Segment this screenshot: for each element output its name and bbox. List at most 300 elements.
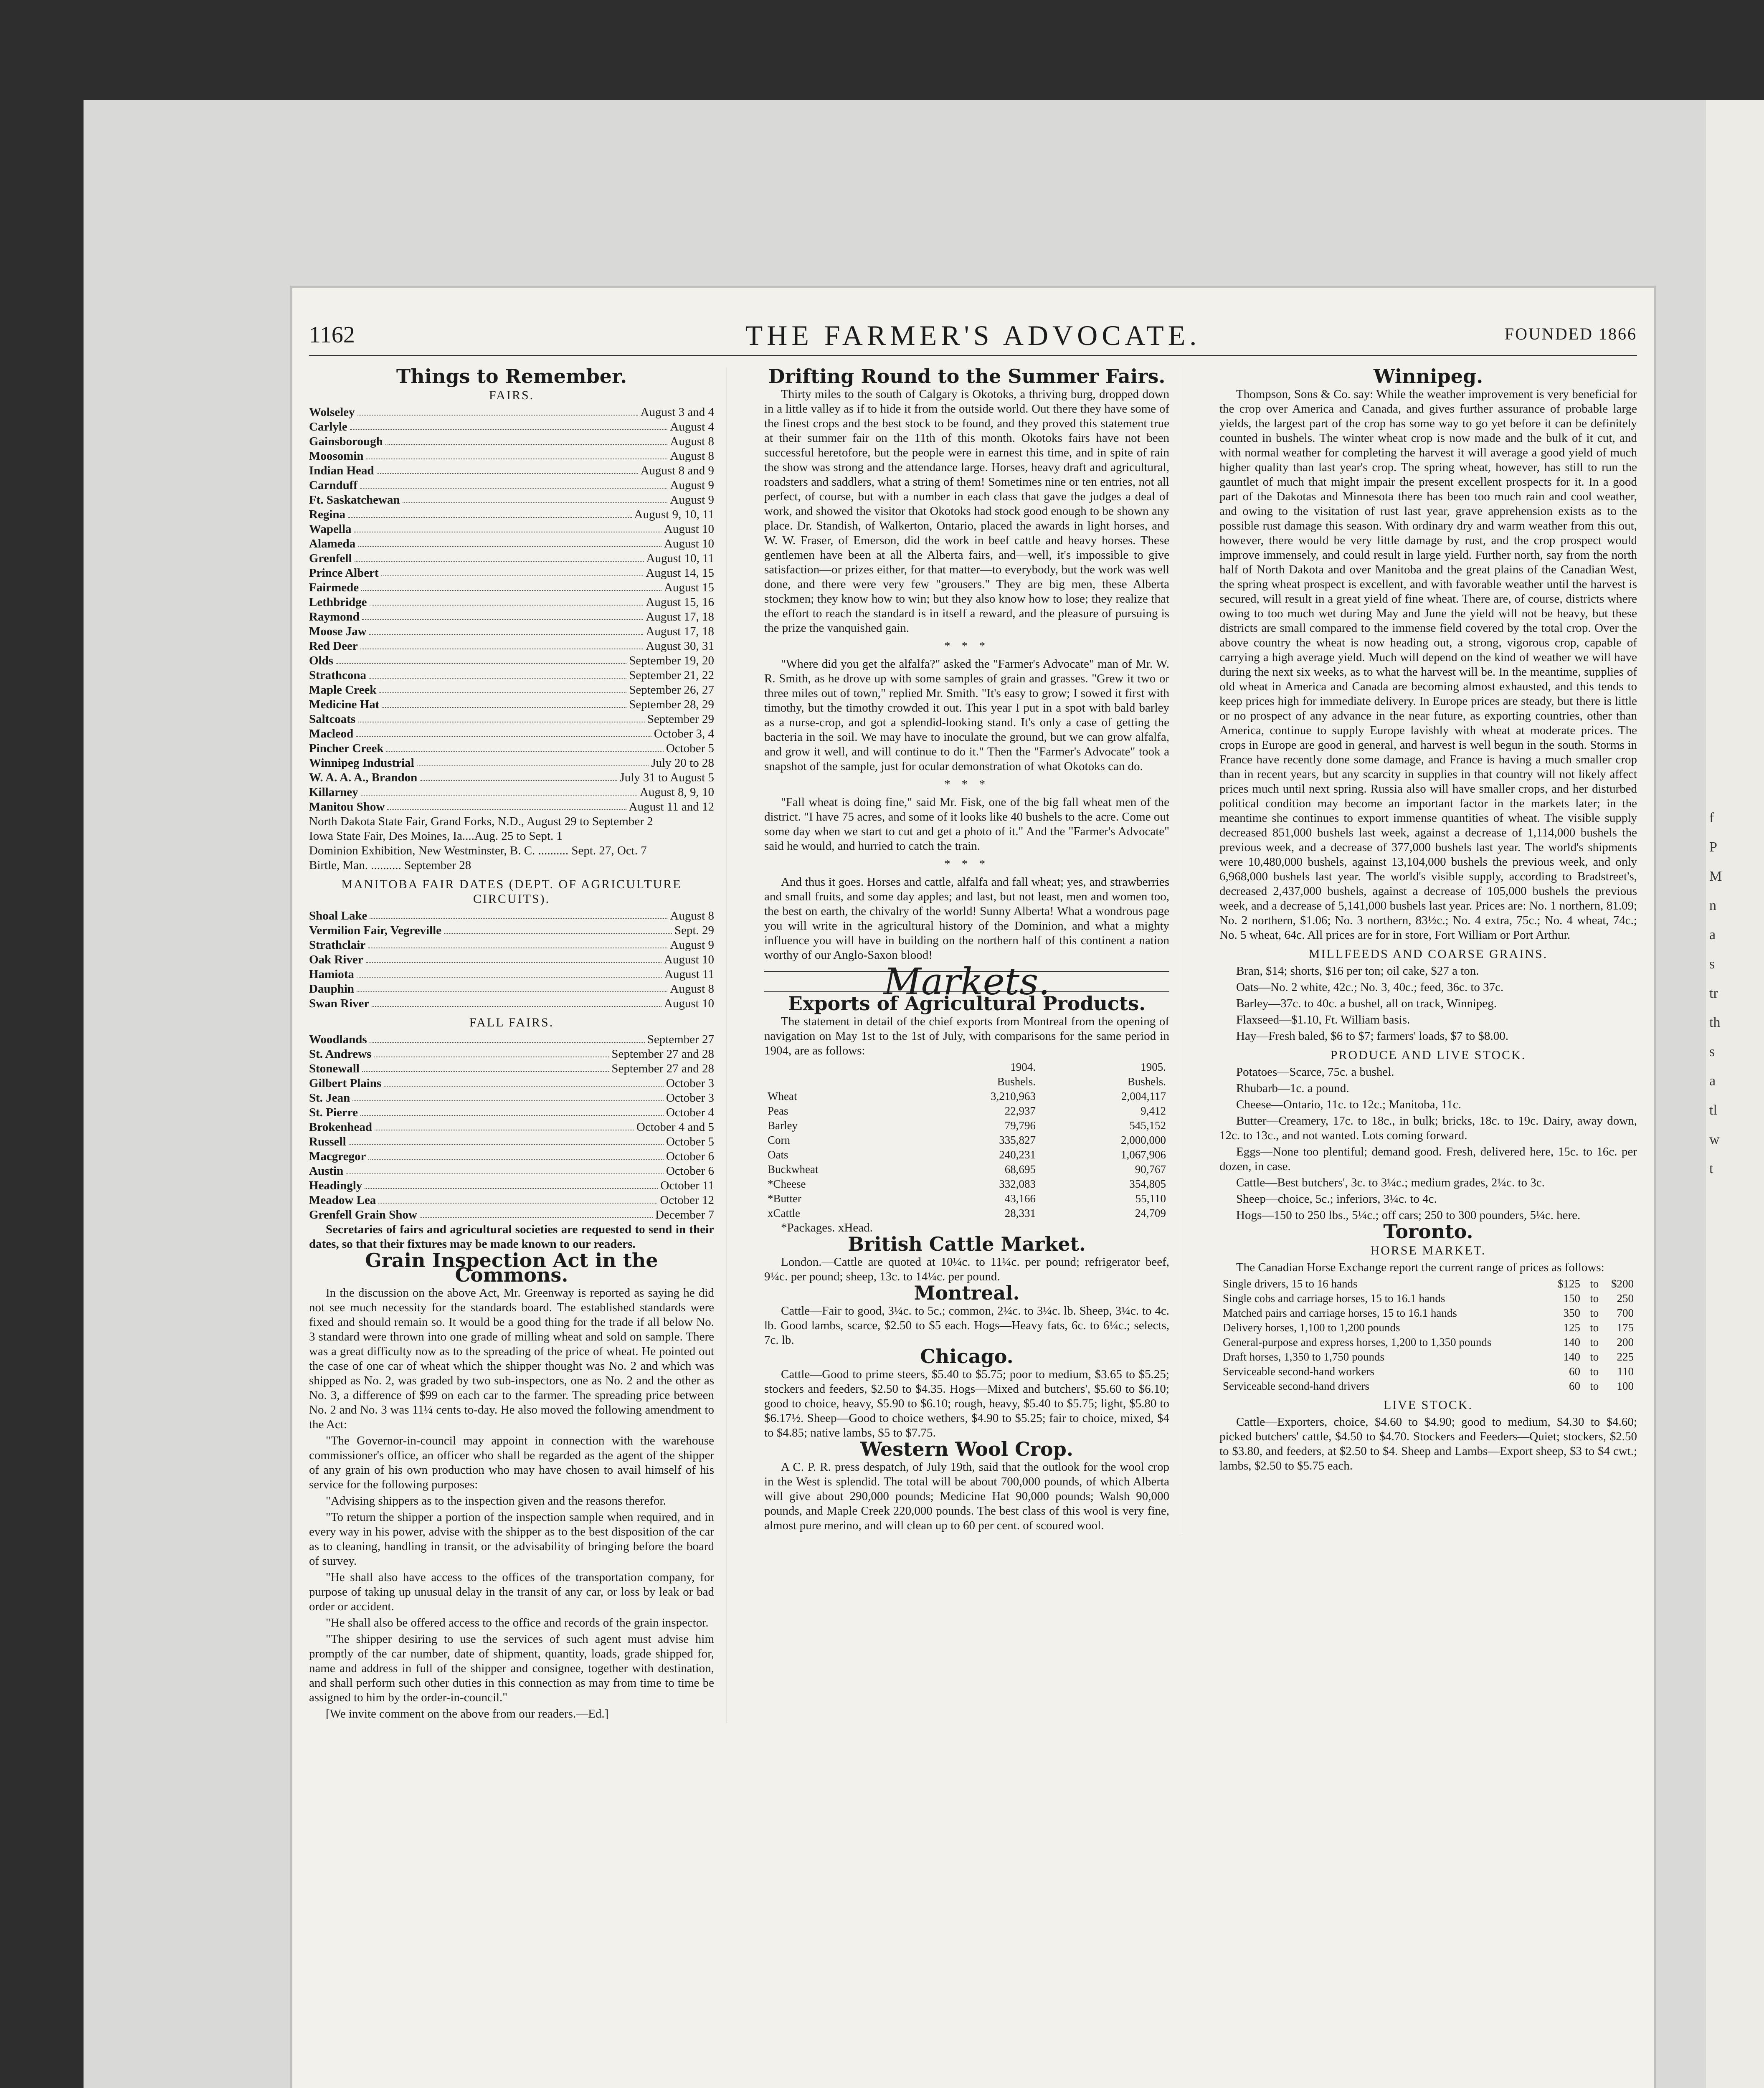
fair-date: August 14, 15	[646, 566, 714, 580]
fair-entry	[309, 420, 714, 434]
fair-entry	[309, 610, 714, 624]
table-row	[1219, 1379, 1637, 1394]
fair-entry	[309, 727, 714, 741]
fair-entry	[309, 1032, 714, 1047]
fall-fairs-list	[309, 1032, 714, 1222]
strip-fragment: a	[1709, 927, 1716, 943]
table-cell: 332,083	[999, 1178, 1036, 1190]
leader-dots	[378, 1193, 657, 1204]
column-1	[309, 367, 727, 1723]
fair-name: Grenfell Grain Show	[309, 1208, 417, 1221]
fair-name: Moosomin	[309, 449, 364, 463]
fair-date: October 6	[666, 1164, 714, 1178]
secretaries-note: Secretaries of fairs and agricultural societies are requested to send in their dates, so that their fixtures may be made known to our readers.	[309, 1223, 714, 1251]
leader-dots	[365, 1178, 658, 1189]
fair-name: Meadow Lea	[309, 1194, 376, 1207]
fair-entry	[309, 1178, 714, 1193]
fair-entry	[309, 493, 714, 507]
leader-dots	[352, 1091, 664, 1101]
table-cell: Single drivers, 15 to 16 hands	[1223, 1277, 1358, 1290]
fair-date: August 8 and 9	[640, 464, 714, 477]
fair-name: Manitou Show	[309, 800, 385, 813]
table-cell: 125	[1563, 1321, 1581, 1334]
table-cell: to	[1590, 1321, 1599, 1334]
table-cell: 350	[1563, 1307, 1581, 1319]
section-stars: * * *	[944, 857, 989, 871]
winnipeg-body	[1219, 387, 1637, 943]
fair-date: August 3 and 4	[640, 405, 714, 419]
strip-fragment: t	[1709, 1161, 1713, 1176]
fair-date: August 10	[664, 537, 714, 550]
table-cell: 43,166	[1004, 1192, 1036, 1205]
leader-dots	[379, 683, 626, 693]
fair-name: Brokenhead	[309, 1120, 372, 1134]
table-cell: Barley	[768, 1119, 798, 1132]
grain-body	[309, 1286, 714, 1721]
chicago-text: Cattle—Good to prime steers, $5.40 to $5.75; poor to medium, $3.65 to $5.25; stockers and feeders, $2.50 to $4.35. Hogs—Mixed and butchers', $5.60 to $6.10; good to choice, heavy, $5.90 to $6.10; rough, heavy, $5.40 to $5.75; light, $5.80 to $6.17½. Sheep—Good to choice wethers, $4.90 to $5.25; fair to choice, mixed, $4 to $4.85; native lambs, $5 to $7.75.	[764, 1368, 1169, 1439]
wool-title: Western Wool Crop.	[860, 1438, 1073, 1460]
fair-name: Hamiota	[309, 968, 354, 981]
fair-date: October 11	[660, 1179, 714, 1192]
fair-name: St. Pierre	[309, 1106, 358, 1119]
fair-entry	[309, 953, 714, 967]
fair-date: October 5	[666, 1135, 714, 1148]
leader-dots	[358, 537, 662, 547]
grain-paragraph: In the discussion on the above Act, Mr. Greenway is reported as saying he did not see much necessity for the standards board. The established standards were fixed and should remain so. It would be a good thing for the trade if all below No. 3 standard were thrown into one grade of milling wheat and sold on sample. There was a great difficulty now as to the spreading of the price of wheat. He pointed out the case of one car of wheat which the shipper thought was No. 2 and which was shipped as No. 2, was graded by two sub-inspectors, one as No. 2 and the other as No. 3, a difference of $99 on each car to the farmer. The spreading price between No. 2 and No. 3 was 11¼ cents to-day. He also moved the following amendment to the Act:	[309, 1286, 714, 1431]
grain-paragraph: "He shall also be offered access to the office and records of the grain inspector.	[326, 1616, 709, 1629]
chicago-title: Chicago.	[920, 1345, 1014, 1368]
fair-entry	[309, 1076, 714, 1091]
strip-fragment: w	[1709, 1132, 1720, 1147]
table-cell: 225	[1617, 1351, 1634, 1363]
table-cell: to	[1590, 1351, 1599, 1363]
table-cell: 250	[1617, 1292, 1634, 1305]
produce-item: Rhubarb—1c. a pound.	[1236, 1082, 1349, 1095]
table-cell: *Butter	[768, 1192, 801, 1205]
millfeed-item: Hay—Fresh baled, $6 to $7; farmers' loads, $7 to $8.00.	[1236, 1029, 1508, 1043]
fair-date: September 26, 27	[629, 683, 714, 697]
table-row	[764, 1089, 1169, 1104]
fair-name: Macgregor	[309, 1150, 366, 1163]
leader-dots	[403, 493, 668, 503]
produce-item: Sheep—choice, 5c.; inferiors, 3¼c. to 4c.	[1236, 1192, 1437, 1206]
table-cell: 60	[1569, 1365, 1581, 1378]
nd-fair: North Dakota State Fair, Grand Forks, N.D., August 29 to September 2	[309, 815, 653, 828]
produce-item: Butter—Creamery, 17c. to 18c., in bulk; bricks, 18c. to 19c. Dairy, away down, 12c. to 13c., and not wanted. Lots coming forward.	[1219, 1114, 1637, 1142]
table-cell: $200	[1611, 1277, 1634, 1290]
fair-name: Shoal Lake	[309, 909, 368, 922]
fair-date: August 11	[664, 968, 714, 981]
table-row	[764, 1177, 1169, 1191]
fair-name: Lethbridge	[309, 595, 367, 609]
table-cell: 60	[1569, 1380, 1581, 1392]
exports-intro: The statement in detail of the chief exports from Montreal from the opening of navigation on May 1st to the 1st of July, with comparisons for the same period in 1904, are as follows:	[764, 1015, 1169, 1057]
leader-dots	[370, 595, 644, 606]
fair-date: September 29	[647, 712, 714, 726]
fair-entry	[309, 938, 714, 953]
strip-fragment: n	[1709, 898, 1716, 913]
fair-date: October 3	[666, 1077, 714, 1090]
fair-date: October 6	[666, 1150, 714, 1163]
fair-date: July 20 to 28	[651, 756, 714, 770]
grain-title: Grain Inspection Act in the Commons.	[365, 1249, 658, 1286]
fair-entry	[309, 1135, 714, 1149]
fair-name: Macleod	[309, 727, 354, 740]
fair-date: August 17, 18	[646, 625, 714, 638]
fair-entry	[309, 522, 714, 537]
table-cell: 2,004,117	[1121, 1090, 1166, 1102]
fair-name: Regina	[309, 508, 345, 521]
fair-date: August 8	[670, 909, 714, 922]
leader-dots	[374, 1047, 609, 1057]
manitoba-fairs-list	[309, 909, 714, 1011]
table-row	[1219, 1277, 1637, 1291]
fair-name: Maple Creek	[309, 683, 377, 697]
millfeed-item: Bran, $14; shorts, $16 per ton; oil cake, $27 a ton.	[1236, 964, 1479, 978]
table-cell: Draft horses, 1,350 to 1,750 pounds	[1223, 1351, 1384, 1363]
fair-date: July 31 to August 5	[620, 771, 714, 784]
fair-date: August 15	[664, 581, 714, 594]
fair-entry	[309, 756, 714, 770]
table-cell: to	[1590, 1277, 1599, 1290]
fair-name: Carlyle	[309, 420, 347, 433]
fair-date: August 8	[670, 982, 714, 996]
table-row	[1219, 1335, 1637, 1350]
table-cell: 79,796	[1004, 1119, 1036, 1132]
produce-item: Hogs—150 to 250 lbs., 5¼c.; off cars; 250 to 300 pounders, 5¼c. here.	[1236, 1209, 1581, 1222]
table-cell: to	[1590, 1336, 1599, 1348]
fair-name: Woodlands	[309, 1033, 367, 1046]
founded-line: FOUNDED 1866	[1504, 324, 1637, 343]
millfeeds-title: MILLFEEDS AND COARSE GRAINS.	[1308, 947, 1548, 961]
fair-name: Grenfell	[309, 552, 352, 565]
exports-header-row	[764, 1060, 1169, 1074]
drifting-body	[764, 387, 1169, 963]
fair-entry	[309, 1091, 714, 1105]
leader-dots	[369, 624, 644, 635]
fair-name: Red Deer	[309, 639, 358, 653]
strip-fragment: f	[1709, 810, 1714, 826]
fair-date: August 9	[670, 493, 714, 507]
fair-name: Winnipeg Industrial	[309, 756, 414, 770]
fair-date: October 3	[666, 1091, 714, 1105]
leader-dots	[387, 800, 626, 810]
table-cell: Serviceable second-hand drivers	[1223, 1380, 1369, 1392]
drifting-paragraph: "Fall wheat is doing fine," said Mr. Fisk, one of the big fall wheat men of the district. "I have 75 acres, and some of it looks like 40 bushels to the acre. Come out some day when we start to cut and get a photo of it." And the "Farmer's Advocate" said he would, and hurried to catch the train.	[764, 796, 1169, 853]
leader-dots	[369, 668, 626, 679]
montreal-text: Cattle—Fair to good, 3¼c. to 5c.; common, 2¼c. to 3¼c. lb. Sheep, 3¼c. to 4c. lb. Good lambs, scarce, $2.50 to $5 each. Hogs—Heavy fats, 6c. to 6¼c.; selects, 7c. lb.	[764, 1304, 1169, 1347]
fair-entry	[309, 464, 714, 478]
strip-fragment: M	[1709, 869, 1722, 884]
fair-name: Strathclair	[309, 938, 366, 952]
table-row	[1219, 1306, 1637, 1320]
strip-fragment: tl	[1709, 1102, 1717, 1118]
fair-name: Gilbert Plains	[309, 1077, 382, 1090]
table-row	[764, 1118, 1169, 1133]
leader-dots	[346, 1164, 664, 1174]
fair-name: Strathcona	[309, 669, 366, 682]
table-cell: 140	[1563, 1351, 1581, 1363]
fair-name: Alameda	[309, 537, 356, 550]
table-cell: Wheat	[768, 1090, 797, 1102]
exports-header-row	[764, 1074, 1169, 1089]
fair-name: Stonewall	[309, 1062, 360, 1075]
table-cell: 240,231	[999, 1148, 1036, 1161]
table-cell: 335,827	[999, 1134, 1036, 1146]
leader-dots	[417, 756, 649, 766]
strip-fragment: P	[1709, 839, 1717, 855]
table-row	[764, 1133, 1169, 1148]
fair-name: St. Andrews	[309, 1047, 372, 1061]
produce-item: Cattle—Best butchers', 3c. to 3¼c.; medium grades, 2¼c. to 3c.	[1236, 1176, 1545, 1189]
fair-entry	[309, 449, 714, 464]
fair-date: October 12	[660, 1194, 714, 1207]
leader-dots	[357, 982, 667, 992]
table-cell: to	[1590, 1365, 1599, 1378]
table-cell: 68,695	[1004, 1163, 1036, 1176]
leader-dots	[361, 580, 662, 591]
fair-name: Russell	[309, 1135, 346, 1148]
horse-prices-table	[1219, 1277, 1637, 1394]
fairs-label: FAIRS.	[489, 388, 535, 402]
table-cell: Peas	[768, 1105, 788, 1117]
fair-entry	[309, 909, 714, 923]
table-cell: Corn	[768, 1134, 790, 1146]
fair-date: August 15, 16	[646, 595, 714, 609]
table-cell: 200	[1617, 1336, 1634, 1348]
dominion-fair: Dominion Exhibition, New Westminster, B. C. .......... Sept. 27, Oct. 7	[309, 844, 647, 857]
fair-date: October 4 and 5	[636, 1120, 714, 1134]
horse-market-title: HORSE MARKET.	[1370, 1244, 1486, 1257]
table-cell: 22,937	[1004, 1105, 1036, 1117]
strip-fragment: tr	[1709, 986, 1718, 1001]
leader-dots	[366, 953, 662, 963]
fair-name: Vermilion Fair, Vegreville	[309, 924, 442, 937]
fair-entry	[309, 507, 714, 522]
leader-dots	[350, 420, 668, 430]
table-cell: 24,709	[1135, 1207, 1166, 1219]
grain-paragraph: "The Governor-in-council may appoint in connection with the warehouse commissioner's office, an officer who shall be regarded as the agent of the shipper of any grain of his own production who may have chosen to avail himself of his service for the following purposes:	[309, 1434, 714, 1491]
fair-entry	[309, 683, 714, 697]
fair-entry	[309, 1120, 714, 1135]
column-2	[764, 367, 1182, 1535]
drifting-paragraph: "Where did you get the alfalfa?" asked the "Farmer's Advocate" man of Mr. W. R. Smith, as he drove up with some samples of grain and grasses. "Grew it two or three miles out of town," replied Mr. Smith. "It's easy to grow; I sowed it first with timothy, but the timothy crowded it out. This year I put in a spot with bald barley as a nurse-crop, and got a splendid-looking stand. It's only a case of getting the bacteria in the soil. We may have to inoculate the ground, but we can grow alfalfa, and grow it well, and will continue to do it." Then the "Farmer's Advocate" took a snapshot of the sample, just for ocular demonstration of what Okotoks can do.	[764, 657, 1169, 773]
fair-entry	[309, 1164, 714, 1178]
fair-date: August 10	[664, 522, 714, 536]
exports-header-cell: 1904.	[1010, 1061, 1036, 1073]
fair-entry	[309, 770, 714, 785]
toronto-intro: The Canadian Horse Exchange report the current range of prices as follows:	[1236, 1261, 1604, 1274]
fair-name: Wapella	[309, 522, 352, 536]
fair-date: October 5	[666, 742, 714, 755]
leader-dots	[368, 1149, 664, 1160]
table-cell: 9,412	[1141, 1105, 1166, 1117]
fair-entry	[309, 639, 714, 654]
masthead: THE FARMER'S ADVOCATE.	[745, 319, 1201, 351]
fair-date: August 30, 31	[646, 639, 714, 653]
fair-name: Saltcoats	[309, 712, 356, 726]
fair-name: St. Jean	[309, 1091, 350, 1105]
leader-dots	[357, 967, 662, 978]
table-row	[764, 1148, 1169, 1162]
column-3	[1219, 367, 1637, 1475]
leader-dots	[366, 449, 668, 459]
table-cell: Oats	[768, 1148, 788, 1161]
fairs-list	[309, 405, 714, 814]
table-cell: *Cheese	[768, 1178, 806, 1190]
fair-entry	[309, 1208, 714, 1222]
fair-date: Sept. 29	[674, 924, 714, 937]
table-row	[1219, 1364, 1637, 1379]
fair-entry	[309, 712, 714, 727]
table-cell: to	[1590, 1292, 1599, 1305]
leader-dots	[336, 654, 626, 664]
fair-entry	[309, 434, 714, 449]
fair-entry	[309, 996, 714, 1011]
iowa-fair: Iowa State Fair, Des Moines, Ia....Aug. 25 to Sept. 1	[309, 829, 563, 843]
fair-name: Indian Head	[309, 464, 374, 477]
things-title: Things to Remember.	[396, 365, 627, 388]
fair-entry	[309, 668, 714, 683]
winnipeg-paragraph: Thompson, Sons & Co. say: While the weather improvement is very beneficial for the crop over America and Canada, and gives further assurance of probable large yields, the largest part of the crop has some way to go yet before it can be definitely counted in bushels. The winter wheat crop is now made and the bulk of it cut, and with normal weather for completing the harvest it will average a good yield of much higher quality than last year's crop. The spring wheat, however, has still to run the gauntlet of much that might impair the present excellent prospects for it. In a good part of the Dakotas and Minnesota there has been too much rain and cool weather, and owing to the visitation of rust last year, grave apprehension exists as to the possible rust damage this season. With ordinary dry and warm weather from this out, however, there would be very little damage by rust, and the crop prospect would improve immensely, and could result in large yield. Further north, say from the north half of North Dakota and over Manitoba and the great plains of the Canadian West, the spring wheat prospect is excellent, and with favorable weather until the harvest is secured, will result in a great yield of fine wheat. There are, of course, districts where owing to too much wet during May and June the yield will not be heavy, but these districts are small compared to the immense field covered by the total crop. Over the above country the wheat is now heading out, a strong, vigorous crop, capable of carrying a high average yield. Much will depend on the kind of weather we will have during the next six weeks, as to what the harvest will be. In the meantime, supplies of old wheat in America and Canada are becoming almost exhausted, and this tends to keep prices high for immediate delivery. In Europe prices are steady, but there is little or no prospect of any advance in the near future, as exporting countries, other than America, continue to supply Europe lavishly with wheat at moderate prices. The crops in Europe are good in general, and harvest is well begun in the south. Storms in France have recently done some damage, and France is having a much smaller crop than in recent years, but any scarcity in supplies in that country will not likely affect prices much until next spring. Russia also will have smaller crops, and her disturbed political condition may become an important factor in the markets later; in the meantime she continues to export immense quantities of wheat. The visible supply decreased 851,000 bushels last week, against a decrease of 1,114,000 bushels the previous week, and a decrease of 377,000 bushels last year. The world's shipments were 10,480,000 bushels, against 13,104,000 bushels the previous week, and only 6,968,000 bushels last year. The world's visible supply, according to Bradstreet's, decreased 2,437,000 bushels, against a decrease of 105,000 bushels the previous week, and a decrease of 5,141,000 bushels last year. Prices are: No. 1 northern, 81.09; No. 2 northern, $1.06; No. 3 northern, 83½c.; No. 4 extra, 75c.; No. 4 wheat, 74c.; No. 5 wheat, 64c. All prices are for in store, Fort William or Port Arthur.	[1219, 388, 1637, 942]
produce-list	[1219, 1065, 1637, 1223]
fair-name: Moose Jaw	[309, 625, 367, 638]
exports-header-cell	[764, 1074, 909, 1089]
section-stars: * * *	[944, 639, 989, 653]
fair-entry	[309, 785, 714, 800]
fair-entry	[309, 1193, 714, 1208]
fair-name: Pincher Creek	[309, 742, 384, 755]
fair-date: August 8	[670, 435, 714, 448]
exports-header-cell: 1905.	[1141, 1061, 1166, 1073]
table-cell: 1,067,906	[1121, 1148, 1166, 1161]
exports-note: *Packages. xHead.	[781, 1221, 873, 1234]
table-cell: 55,110	[1135, 1192, 1166, 1205]
table-cell: 354,805	[1129, 1178, 1166, 1190]
fair-entry	[309, 1149, 714, 1164]
fair-entry	[309, 1047, 714, 1062]
fair-entry	[309, 923, 714, 938]
fall-fairs-title: FALL FAIRS.	[469, 1016, 554, 1029]
fair-entry	[309, 580, 714, 595]
leader-dots	[361, 785, 637, 796]
strip-fragment: s	[1709, 956, 1715, 972]
table-cell: to	[1590, 1307, 1599, 1319]
fair-entry	[309, 967, 714, 982]
table-cell: 140	[1563, 1336, 1581, 1348]
fair-name: Carnduff	[309, 479, 358, 492]
table-cell: 175	[1617, 1321, 1634, 1334]
leader-dots	[362, 1062, 609, 1072]
table-cell: 90,767	[1135, 1163, 1166, 1176]
leader-dots	[377, 464, 638, 474]
table-row	[1219, 1320, 1637, 1335]
fair-name: Oak River	[309, 953, 363, 966]
fair-name: W. A. A. A., Brandon	[309, 771, 418, 784]
adjacent-page-strip	[1706, 100, 1764, 2088]
fair-entry	[309, 478, 714, 493]
table-cell: Buckwheat	[768, 1163, 819, 1176]
montreal-title: Montreal.	[914, 1282, 1020, 1304]
leader-dots	[360, 1105, 664, 1116]
page-header	[309, 319, 1637, 356]
fair-date: October 4	[666, 1106, 714, 1119]
leader-dots	[360, 639, 644, 649]
table-cell: 2,000,000	[1121, 1134, 1166, 1146]
drifting-title: Drifting Round to the Summer Fairs.	[768, 365, 1166, 388]
leader-dots	[362, 610, 644, 620]
fair-date: August 8, 9, 10	[639, 786, 714, 799]
grain-paragraph: [We invite comment on the above from our readers.—Ed.]	[326, 1707, 609, 1721]
fair-date: August 4	[670, 420, 714, 433]
drifting-paragraph: And thus it goes. Horses and cattle, alfalfa and fall wheat; yes, and strawberries and small fruits, and some day apples; and last, but not least, men and women too, the best on earth, the chivalry of the world! Sunny Alberta! What a wondrous page you will write in the agricultural history of the Dominion, and what a mighty influence you will have in building on the northern half of this continent a nation worthy of our Anglo-Saxon blood!	[764, 875, 1169, 962]
table-row	[764, 1104, 1169, 1118]
fair-name: Wolseley	[309, 405, 355, 419]
leader-dots	[420, 770, 617, 781]
grain-paragraph: "To return the shipper a portion of the inspection sample when required, and in every way in his power, advise with the shipper as to the best disposition of the car as to cleaning, handling in transit, or the advisability of bringing before the board of survey.	[309, 1510, 714, 1568]
fair-entry	[309, 595, 714, 610]
leader-dots	[381, 566, 644, 576]
exports-title: Exports of Agricultural Products.	[788, 992, 1146, 1015]
fair-date: September 27 and 28	[611, 1062, 714, 1075]
fair-entry	[309, 800, 714, 814]
fair-name: Ft. Saskatchewan	[309, 493, 400, 507]
table-cell: Delivery horses, 1,100 to 1,200 pounds	[1223, 1321, 1400, 1334]
leader-dots	[370, 909, 667, 919]
fair-name: Gainsborough	[309, 435, 383, 448]
fair-date: August 9	[670, 938, 714, 952]
leader-dots	[360, 478, 667, 489]
winnipeg-title: Winnipeg.	[1373, 365, 1483, 388]
fair-date: August 10	[664, 997, 714, 1010]
table-cell: General-purpose and express horses, 1,200 to 1,350 pounds	[1223, 1336, 1492, 1348]
leader-dots	[354, 522, 662, 532]
fair-entry	[309, 741, 714, 756]
grain-paragraph: "Advising shippers as to the inspection given and the reasons therefor.	[326, 1494, 666, 1508]
fair-entry	[309, 982, 714, 996]
leader-dots	[349, 1135, 664, 1145]
leader-dots	[444, 923, 672, 934]
strip-fragment: a	[1709, 1073, 1716, 1089]
table-cell: Single cobs and carriage horses, 15 to 16.1 hands	[1223, 1292, 1445, 1305]
table-row	[764, 1162, 1169, 1177]
fair-entry	[309, 566, 714, 580]
wool-text: A C. P. R. press despatch, of July 19th, said that the outlook for the wool crop in the West is splendid. The total will be about 700,000 pounds, of which Alberta will give about 290,000 pounds; Medicine Hat 90,000 pounds; Walsh 90,000 pounds, and Maple Creek 220,000 pounds. The best class of this wool is very fine, almost pure merino, and will clean up to 60 per cent. of scoured wool.	[764, 1460, 1169, 1532]
fair-entry	[309, 1105, 714, 1120]
produce-item: Potatoes—Scarce, 75c. a bushel.	[1236, 1065, 1394, 1079]
fair-entry	[309, 551, 714, 566]
fair-name: Fairmede	[309, 581, 359, 594]
table-row	[764, 1191, 1169, 1206]
fair-name: Prince Albert	[309, 566, 379, 580]
fair-date: August 10	[664, 953, 714, 966]
millfeed-item: Oats—No. 2 white, 42c.; No. 3, 40c.; feed, 36c. to 37c.	[1236, 981, 1504, 994]
strip-fragment: s	[1709, 1044, 1715, 1059]
fair-name: Headingly	[309, 1179, 362, 1192]
leader-dots	[385, 434, 668, 445]
millfeed-item: Flaxseed—$1.10, Ft. William basis.	[1236, 1013, 1410, 1026]
live-stock-title: LIVE STOCK.	[1383, 1398, 1473, 1412]
table-cell: Serviceable second-hand workers	[1223, 1365, 1374, 1378]
table-cell: 700	[1617, 1307, 1634, 1319]
drifting-paragraph: Thirty miles to the south of Calgary is Okotoks, a thriving burg, dropped down in a little valley as if to hide it from the outside world. Out there they have some of the finest crops and the best stock to be found, and they proved this statement true at their summer fair on the 11th of this month. Okotoks fairs have not been successful heretofore, but the people were in earnest this time, and in spite of rain the show was strong and the attendance large. Horses, heavy draft and agricultural, roadsters and saddlers, what a string of them! Sometimes nine or ten entries, not all perfect, of course, but with a number in each class that gave the judges a deal of work, and showed the visitor that Okotoks had stock good enough to be shown any place. Dr. Standish, of Walkerton, Ontario, placed the awards in light horses, and W. W. Fraser, of Emerson, did the work in beef cattle and heavy horses. These gentlemen have been at all the Alberta fairs, and—well, it's impossible to give satisfaction—or prizes either, for that matter—to everybody, but the work was well done, and there were very few "grousers." They are big men, these Alberta stockmen; they know how to win; but they also know how to lose; they realize that the effort to reach the standard is in itself a reward, and the pleasure of pursuing is the prize the vanquished gain.	[764, 388, 1169, 635]
leader-dots	[368, 938, 667, 948]
markets-banner: Markets.	[764, 971, 1169, 992]
fair-name: Medicine Hat	[309, 698, 380, 711]
grain-paragraph: "The shipper desiring to use the services of such agent must advise him promptly of the car number, date of shipment, quantity, loads, grade shipped for, name and address in full of the shipper and consignee, together with destination, and shall perform such other duties in this connection as may from time to time be assigned to him by the order-in-council."	[309, 1632, 714, 1704]
section-stars: * * *	[944, 778, 989, 791]
table-cell: $125	[1558, 1277, 1581, 1290]
